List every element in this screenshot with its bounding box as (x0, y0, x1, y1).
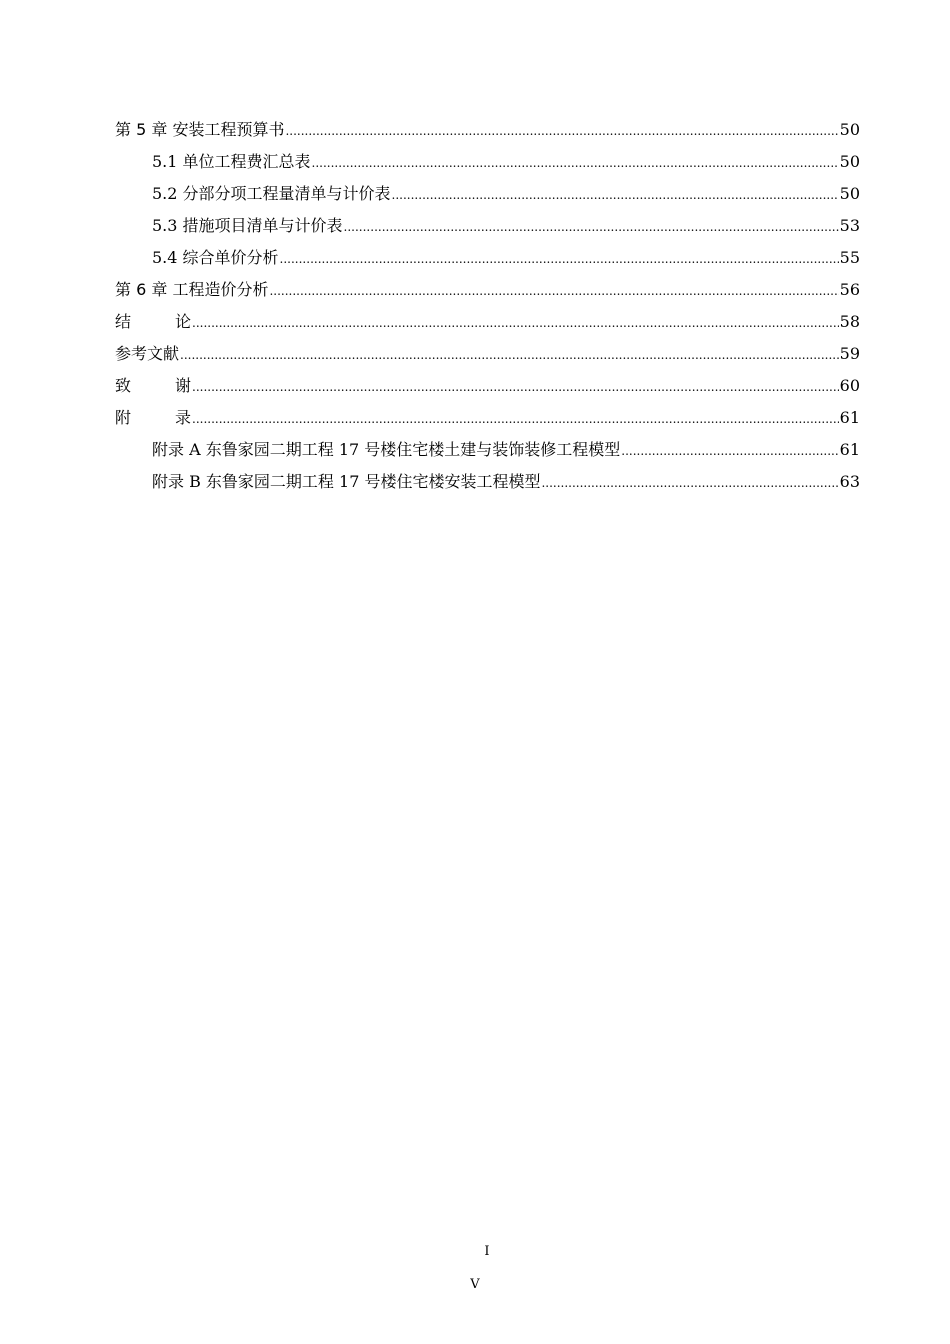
toc-entry-title (115, 374, 191, 398)
toc-dot-leader (285, 119, 838, 143)
toc-entry-title: 参考文献 (115, 344, 180, 363)
toc-entry-page: 56 (839, 280, 860, 299)
toc-entry-title-char: 致 (115, 376, 132, 395)
toc-entry-page: 59 (839, 344, 860, 363)
toc-entry-title: 5.4 综合单价分析 (152, 248, 279, 267)
page-number-roman: V (470, 1277, 480, 1292)
toc-dot-leader (269, 279, 838, 303)
toc-entry-page: 63 (839, 472, 860, 491)
toc-entry-title: 第 6 章 工程造价分析 (115, 280, 269, 299)
toc-entry-chapter-6[interactable] (115, 278, 860, 310)
toc-dot-leader (621, 439, 838, 463)
toc-entry-page: 53 (839, 216, 860, 235)
toc-dot-leader (541, 471, 838, 495)
toc-entry-acknowledgements[interactable] (115, 374, 860, 406)
toc-entry-page: 61 (839, 408, 860, 427)
toc-entry-5-3[interactable] (115, 214, 860, 246)
toc-entry-title: 附录 A 东鲁家园二期工程 17 号楼住宅楼土建与装饰装修工程模型 (152, 440, 621, 459)
toc-entry-appendix[interactable] (115, 406, 860, 438)
toc-dot-leader (192, 375, 839, 399)
toc-entry-page: 50 (839, 120, 860, 139)
toc-dot-leader (192, 407, 839, 431)
toc-entry-title-char: 结 (115, 312, 132, 331)
toc-entry-page: 55 (839, 248, 860, 267)
toc-entry-page: 60 (839, 376, 860, 395)
toc-entry-references[interactable] (115, 342, 860, 374)
toc-entry-conclusion[interactable] (115, 310, 860, 342)
toc-entry-5-2[interactable] (115, 182, 860, 214)
toc-entry-appendix-a[interactable] (115, 438, 860, 470)
table-of-contents (115, 118, 860, 502)
toc-entry-title: 5.3 措施项目清单与计价表 (152, 216, 343, 235)
toc-entry-title: 5.2 分部分项工程量清单与计价表 (152, 184, 391, 203)
toc-entry-5-1[interactable] (115, 150, 860, 182)
toc-entry-title-char: 附 (115, 408, 132, 427)
toc-entry-page: 50 (839, 184, 860, 203)
toc-dot-leader (312, 151, 839, 175)
toc-dot-leader (392, 183, 839, 207)
toc-dot-leader (180, 343, 839, 367)
toc-entry-title-char: 谢 (174, 376, 191, 395)
toc-entry-title: 第 5 章 安装工程预算书 (115, 120, 285, 139)
toc-entry-page: 58 (839, 312, 860, 331)
toc-entry-appendix-b[interactable] (115, 470, 860, 502)
toc-entry-page: 50 (839, 152, 860, 171)
toc-entry-title: 附录 B 东鲁家园二期工程 17 号楼住宅楼安装工程模型 (152, 472, 541, 491)
toc-dot-leader (280, 247, 839, 271)
toc-entry-5-4[interactable] (115, 246, 860, 278)
toc-entry-title: 5.1 单位工程费汇总表 (152, 152, 311, 171)
toc-dot-leader (344, 215, 839, 239)
toc-entry-title-char: 录 (174, 408, 191, 427)
toc-entry-chapter-5[interactable] (115, 118, 860, 150)
toc-entry-title (115, 406, 191, 430)
toc-entry-title (115, 310, 191, 334)
page-number-roman: I (484, 1244, 490, 1259)
toc-dot-leader (192, 311, 839, 335)
toc-entry-page: 61 (839, 440, 860, 459)
toc-entry-title-char: 论 (174, 312, 191, 331)
